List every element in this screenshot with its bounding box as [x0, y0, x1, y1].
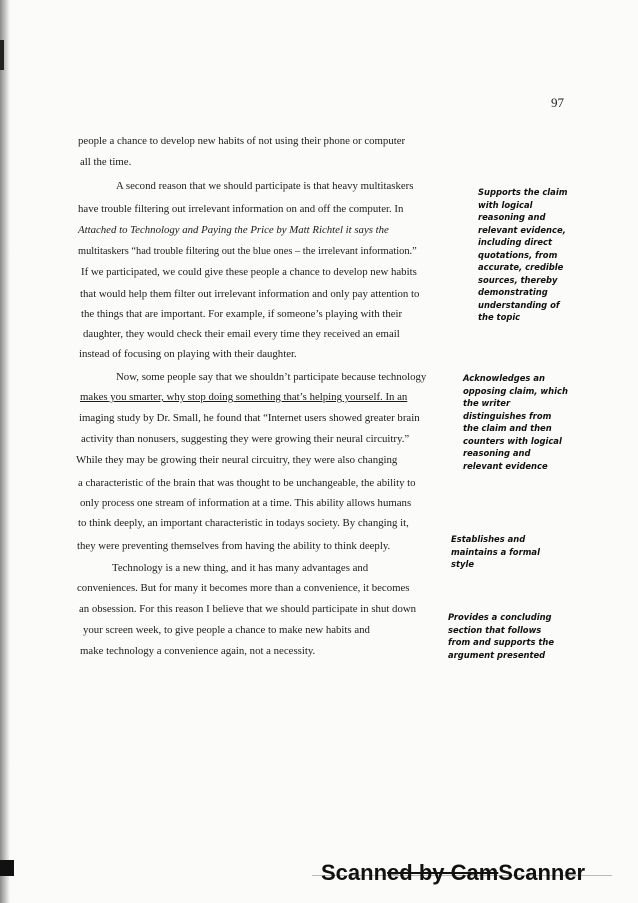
annotation-line: understanding of — [478, 299, 560, 310]
essay-line: they were preventing themselves from having the ability to think deeply. — [77, 540, 391, 552]
essay-line: your screen week, to give people a chance to make new habits and — [83, 624, 370, 636]
essay-line: the things that are important. For example, if someone’s playing with their — [81, 308, 403, 320]
annotation-line: relevant evidence, — [478, 224, 566, 235]
essay-line: that would help them filter out irrelevant information and only pay attention to — [80, 288, 420, 300]
essay-line: If we participated, we could give these people a chance to develop new habits — [81, 266, 417, 278]
annotation-line: reasoning and — [478, 212, 546, 222]
margin-annotation-counterclaim — [463, 372, 568, 472]
watermark-text: Scann — [321, 860, 388, 885]
essay-line: to think deeply, an important characteristic in todays society. By changing it, — [78, 517, 409, 529]
annotation-line: maintains a formal — [451, 546, 540, 557]
essay-line: a characteristic of the brain that was thought to be unchangeable, the ability to — [78, 477, 416, 489]
watermark-text: Scanner — [498, 860, 586, 885]
annotation-line: opposing claim, which — [463, 385, 568, 396]
essay-line: Attached to Technology and Paying the Price by Matt Richtel it says the — [78, 224, 389, 236]
annotation-line: relevant evidence — [463, 460, 548, 471]
annotation-line: Acknowledges an — [463, 373, 545, 383]
essay-line: an obsession. For this reason I believe that we should participate in shut down — [79, 603, 417, 615]
annotation-line: section that follows — [448, 624, 542, 635]
essay-line: Now, some people say that we shouldn’t participate because technology — [116, 371, 427, 383]
scan-corner-mark — [0, 860, 14, 876]
annotation-line: with logical — [478, 199, 533, 210]
annotation-line: accurate, credible — [478, 262, 564, 272]
annotation-line: argument presented — [448, 649, 546, 660]
essay-line: all the time. — [80, 156, 132, 168]
margin-annotation-conclusion — [448, 611, 554, 661]
essay-line: Technology is a new thing, and it has many advantages and — [112, 562, 369, 574]
camscanner-watermark — [321, 860, 585, 886]
annotation-line: Supports the claim — [478, 187, 568, 197]
binding-mark — [0, 40, 4, 70]
essay-line: daughter, they would check their email every time they received an email — [83, 328, 400, 340]
annotation-line: Establishes and — [451, 534, 526, 544]
essay-line: have trouble filtering out irrelevant information on and off the computer. In — [78, 203, 404, 215]
essay-line: imaging study by Dr. Small, he found that “Internet users showed greater brain — [79, 412, 420, 424]
annotation-line: reasoning and — [463, 448, 531, 458]
annotation-line: the topic — [478, 312, 521, 322]
page-edge-shadow — [0, 0, 10, 903]
essay-line: makes you smarter, why stop doing something that’s helping yourself. In an — [80, 391, 408, 403]
page-number: 97 — [551, 95, 564, 110]
essay-line: activity than nonusers, suggesting they were growing their neural circuitry.” — [81, 433, 410, 445]
margin-annotation-evidence — [478, 186, 567, 324]
essay-line: make technology a convenience again, not a necessity. — [80, 645, 316, 657]
annotation-line: counters with logical — [463, 435, 562, 446]
annotation-line: the claim and then — [463, 423, 552, 433]
essay-line: While they may be growing their neural circuitry, they were also changing — [76, 454, 398, 466]
annotation-line: Provides a concluding — [448, 612, 552, 622]
essay-line: A second reason that we should participate is that heavy multitaskers — [116, 180, 414, 192]
essay-line: only process one stream of information at a time. This ability allows humans — [80, 497, 412, 509]
essay-line: instead of focusing on playing with their daughter. — [79, 348, 297, 360]
annotation-line: demonstrating — [478, 287, 548, 297]
watermark-text-struck: ed by Cam — [387, 860, 499, 885]
annotation-line: the writer — [463, 398, 511, 408]
annotation-line: sources, thereby — [478, 274, 558, 285]
margin-annotation-style — [451, 533, 540, 571]
annotation-line: style — [451, 559, 474, 569]
annotation-line: including direct — [478, 237, 553, 247]
essay-line: multitaskers “had trouble filtering out the blue ones – the irrelevant information.” — [78, 246, 417, 257]
annotation-line: from and supports the — [448, 637, 555, 647]
annotation-line: quotations, from — [478, 249, 558, 260]
essay-line: people a chance to develop new habits of not using their phone or computer — [78, 135, 406, 147]
essay-line: conveniences. But for many it becomes more than a convenience, it becomes — [77, 582, 410, 594]
annotation-line: distinguishes from — [463, 410, 552, 421]
